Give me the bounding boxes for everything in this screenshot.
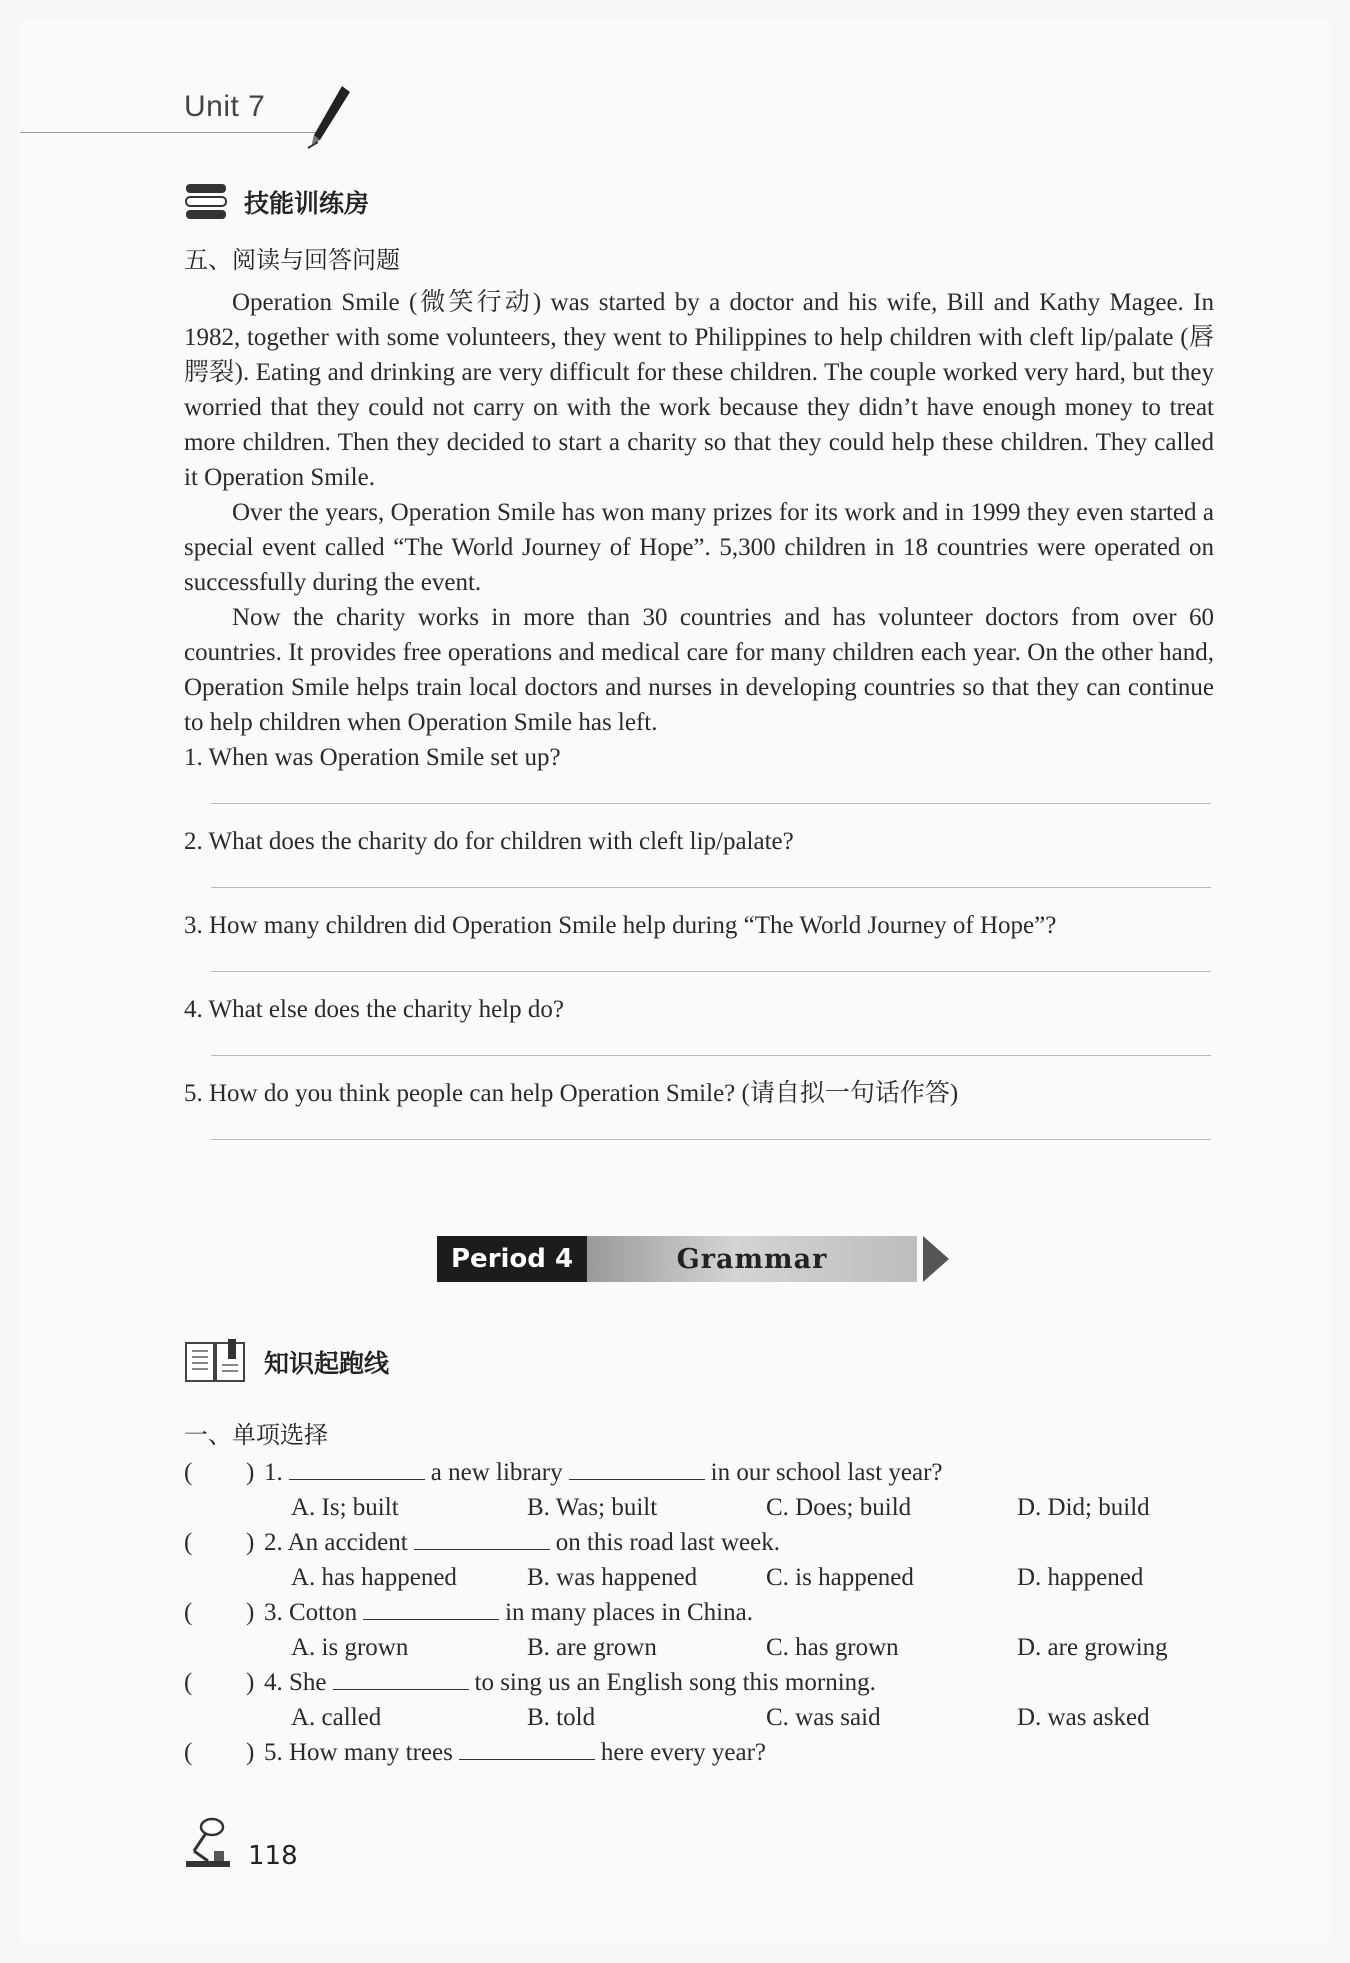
passage-paragraph: Now the charity works in more than 30 countries and has volunteer doctors from over 60 countries. It provides free operations and medical care for many children each year. On the other hand, Operation Smile helps train local doctors and nurses in developing countries so that they can continue to help children when Operation Smile has left. xyxy=(184,604,1214,736)
stem-text: a new library xyxy=(430,1459,563,1486)
question-stem xyxy=(264,1455,943,1490)
answer-paren-close: ) xyxy=(246,1739,255,1766)
header-rule xyxy=(20,132,320,133)
answer-paren-open[interactable]: ( xyxy=(184,1529,193,1556)
answer-paren-close: ) xyxy=(246,1529,255,1556)
unit-title: Unit 7 xyxy=(184,90,266,123)
stem-text: Cotton xyxy=(289,1599,358,1626)
passage-paragraph: Over the years, Operation Smile has won many prizes for its work and in 1999 they even started a special event called “The World Journey of Hope”. 5,300 children in 18 countries were operated on successfully during the event. xyxy=(184,499,1214,596)
mc-question xyxy=(184,1665,1214,1700)
fill-blank[interactable] xyxy=(333,1665,469,1690)
question-number: 3. xyxy=(264,1599,283,1626)
mc-section-heading: 一、单项选择 xyxy=(184,1421,328,1449)
book-icon xyxy=(184,1337,248,1387)
answer-paren-open[interactable]: ( xyxy=(184,1669,193,1696)
option-a[interactable]: A. Is; built xyxy=(291,1494,399,1521)
answer-paren-close: ) xyxy=(246,1669,255,1696)
unit-header xyxy=(20,90,340,140)
reading-section-heading: 五、阅读与回答问题 xyxy=(184,246,400,274)
fill-blank[interactable] xyxy=(414,1525,550,1550)
option-d[interactable]: D. are growing xyxy=(1017,1634,1168,1661)
knowledge-title: 知识起跑线 xyxy=(264,1349,390,1378)
option-row xyxy=(184,1490,1214,1525)
stem-text: She xyxy=(289,1669,327,1696)
passage-paragraph: Operation Smile (微笑行动) was started by a doctor and his wife, Bill and Kathy Magee. In 1982, together with some volunteers, they went to Philippines to help children with cleft lip/palate (唇腭裂). Eating and drinking are very difficult for these children. The couple worked very hard, but they worried that they could not carry on with the work because they didn’t have enough money to treat more children. Then they decided to start a charity so that they could help these children. They called it Operation Smile. xyxy=(184,289,1214,491)
option-row xyxy=(184,1700,1214,1735)
option-c[interactable]: C. Does; build xyxy=(766,1494,912,1521)
option-row xyxy=(184,1630,1214,1665)
answer-paren-open[interactable]: ( xyxy=(184,1599,193,1626)
stem-text: in many places in China. xyxy=(505,1599,753,1626)
page-footer xyxy=(184,1815,298,1871)
stem-text: How many trees xyxy=(289,1739,453,1766)
stem-text: on this road last week. xyxy=(555,1529,780,1556)
stem-text: to sing us an English song this morning. xyxy=(474,1669,876,1696)
option-c[interactable]: C. was said xyxy=(766,1704,881,1731)
answer-line[interactable] xyxy=(211,803,1211,804)
question-stem xyxy=(264,1735,766,1770)
skills-title: 技能训练房 xyxy=(244,189,370,218)
answer-paren-close: ) xyxy=(246,1459,255,1486)
option-d[interactable]: D. happened xyxy=(1017,1564,1144,1591)
question-stem xyxy=(264,1525,780,1560)
answer-paren-open[interactable]: ( xyxy=(184,1459,193,1486)
page-number: 118 xyxy=(248,1841,298,1871)
question-number: 2. xyxy=(264,1529,283,1556)
fill-blank[interactable] xyxy=(459,1735,595,1760)
stem-text: in our school last year? xyxy=(710,1459,943,1486)
pen-icon xyxy=(304,82,354,152)
option-b[interactable]: B. was happened xyxy=(527,1564,698,1591)
question-number: 4. xyxy=(264,1669,283,1696)
multiple-choice xyxy=(184,1455,1214,1770)
answer-line[interactable] xyxy=(211,971,1211,972)
reading-questions xyxy=(184,740,1214,1160)
option-d[interactable]: D. was asked xyxy=(1017,1704,1150,1731)
question-text: 4. What else does the charity help do? xyxy=(184,996,564,1023)
stack-icon xyxy=(184,180,228,224)
option-b[interactable]: B. Was; built xyxy=(527,1494,658,1521)
desk-lamp-icon xyxy=(184,1815,240,1871)
option-c[interactable]: C. has grown xyxy=(766,1634,899,1661)
mc-question xyxy=(184,1525,1214,1560)
stem-text: here every year? xyxy=(600,1739,766,1766)
period-banner xyxy=(437,1233,957,1285)
answer-paren-open[interactable]: ( xyxy=(184,1739,193,1766)
option-c[interactable]: C. is happened xyxy=(766,1564,914,1591)
question-number: 1. xyxy=(264,1459,283,1486)
fill-blank[interactable] xyxy=(363,1595,499,1620)
answer-line[interactable] xyxy=(211,1139,1211,1140)
knowledge-section-title xyxy=(184,1337,389,1387)
skills-section-title xyxy=(184,180,369,224)
mc-question xyxy=(184,1455,1214,1490)
reading-passage xyxy=(184,285,1214,740)
question-stem xyxy=(264,1665,876,1700)
answer-line[interactable] xyxy=(211,887,1211,888)
question-text: 1. When was Operation Smile set up? xyxy=(184,744,561,771)
option-d[interactable]: D. Did; build xyxy=(1017,1494,1150,1521)
option-b[interactable]: B. told xyxy=(527,1704,596,1731)
mc-question xyxy=(184,1595,1214,1630)
option-b[interactable]: B. are grown xyxy=(527,1634,657,1661)
option-row xyxy=(184,1560,1214,1595)
answer-paren-close: ) xyxy=(246,1599,255,1626)
question-stem xyxy=(264,1595,753,1630)
period-topic: Grammar xyxy=(587,1236,917,1282)
option-a[interactable]: A. called xyxy=(291,1704,382,1731)
option-a[interactable]: A. has happened xyxy=(291,1564,457,1591)
answer-line[interactable] xyxy=(211,1055,1211,1056)
fill-blank[interactable] xyxy=(289,1455,425,1480)
question-number: 5. xyxy=(264,1739,283,1766)
period-label: Period 4 xyxy=(437,1236,587,1282)
question-text: 3. How many children did Operation Smile help during “The World Journey of Hope”? xyxy=(184,912,1057,939)
fill-blank[interactable] xyxy=(569,1455,705,1480)
stem-text: An accident xyxy=(287,1529,408,1556)
option-a[interactable]: A. is grown xyxy=(291,1634,409,1661)
question-text: 5. How do you think people can help Operation Smile? (请自拟一句话作答) xyxy=(184,1080,959,1107)
question-text: 2. What does the charity do for children with cleft lip/palate? xyxy=(184,828,794,855)
arrow-right-icon xyxy=(923,1236,949,1282)
mc-question xyxy=(184,1735,1214,1770)
